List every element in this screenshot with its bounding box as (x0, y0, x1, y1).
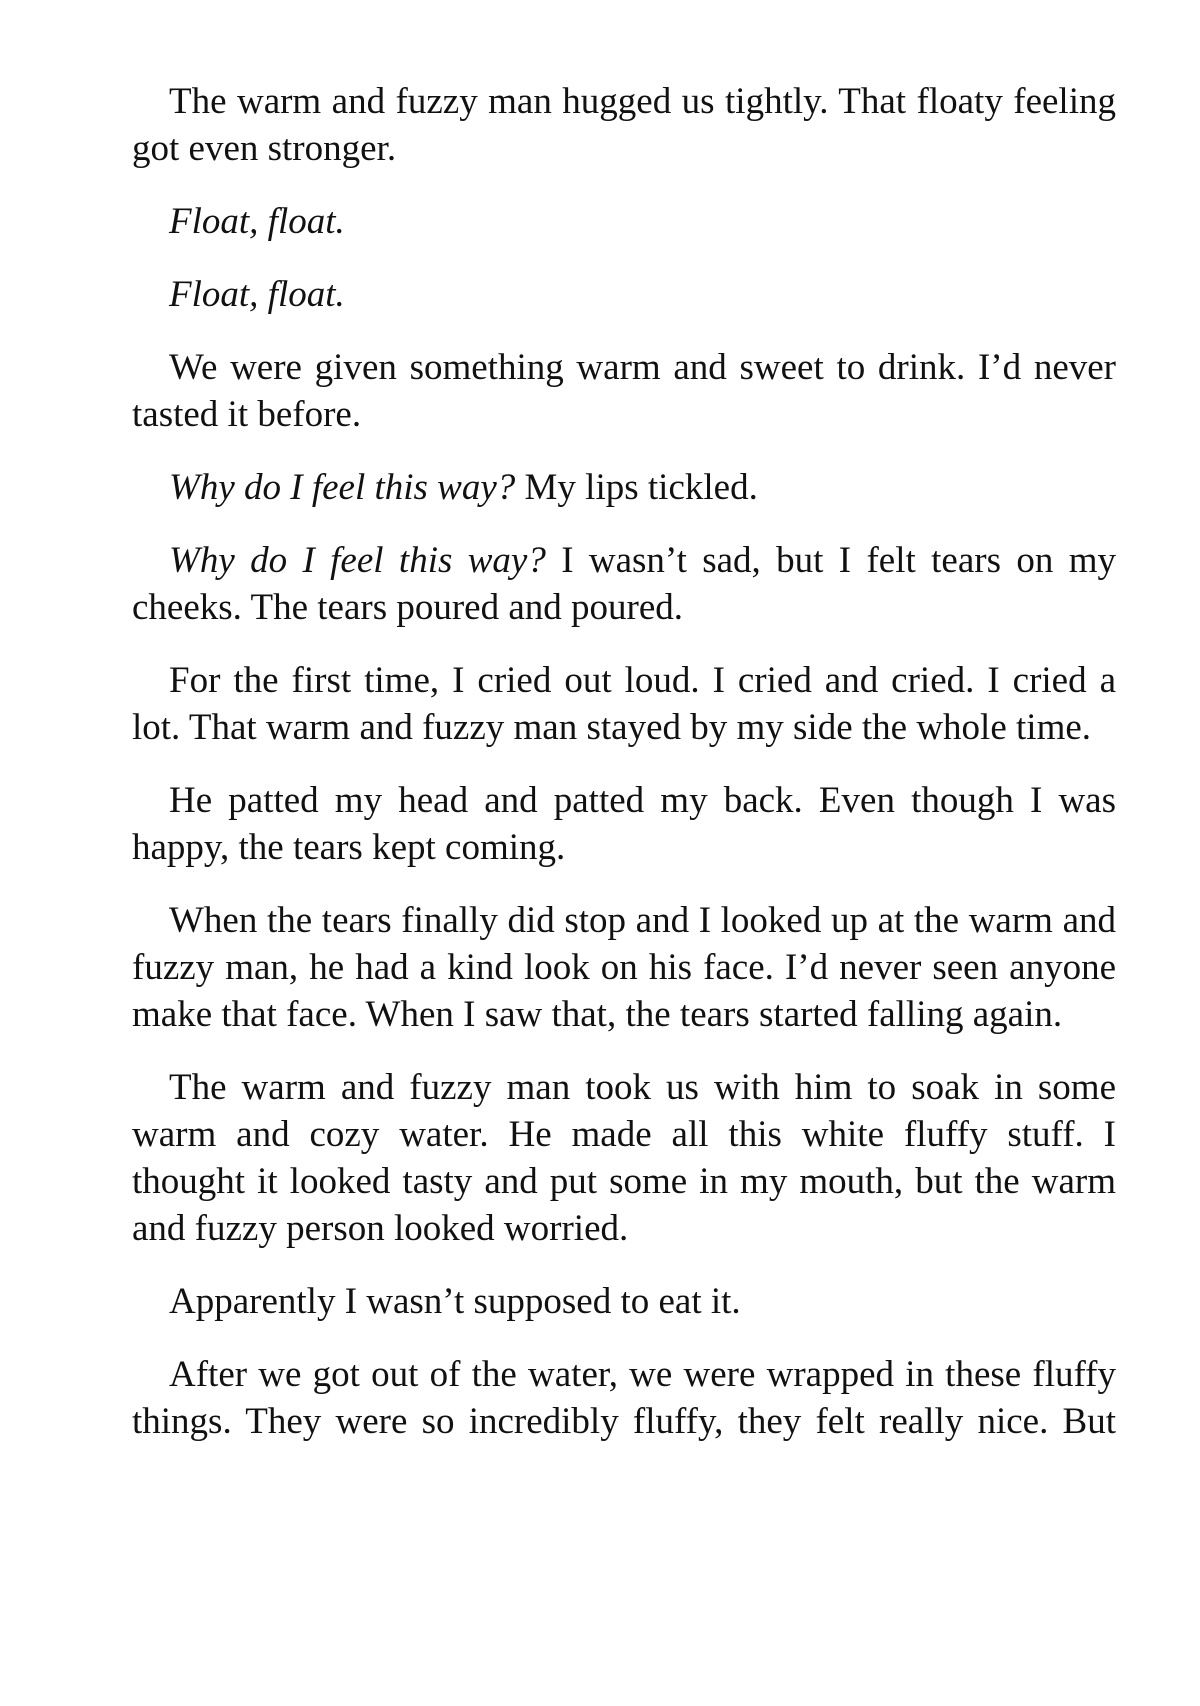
paragraph-7 (132, 657, 1116, 751)
paragraph-text: After we got out of the water, we were wrapped in these fluffy things. They were so incredibly fluffy, they felt really nice. But (132, 1354, 1116, 1442)
paragraph-12 (132, 1351, 1116, 1445)
paragraph-9 (132, 897, 1116, 1038)
paragraph-text: Apparently I wasn’t supposed to eat it. (169, 1281, 741, 1322)
paragraph-8 (132, 777, 1116, 871)
book-page (132, 78, 1116, 1471)
paragraph-text: When the tears finally did stop and I looked up at the warm and fuzzy man, he had a kind look on his face. I’d never seen anyone make that face. When I saw that, the tears started falling again. (132, 900, 1116, 1035)
paragraph-text: My lips tickled. (515, 467, 758, 508)
italic-thought: Float, float. (169, 201, 345, 242)
paragraph-5 (132, 464, 1116, 511)
paragraph-text: The warm and fuzzy man took us with him to soak in some warm and cozy water. He made all this white fluffy stuff. I thought it looked tasty and put some in my mouth, but the warm and fuzzy person looked worried. (132, 1067, 1116, 1249)
italic-thought: Float, float. (169, 274, 345, 315)
paragraph-6 (132, 537, 1116, 631)
paragraph-text: I wasn’t sad, but I felt tears on my cheeks. The tears poured and poured. (132, 540, 1116, 628)
paragraph-2 (132, 198, 1116, 245)
paragraph-11 (132, 1278, 1116, 1325)
paragraph-4 (132, 344, 1116, 438)
italic-thought: Why do I feel this way? (169, 467, 516, 508)
paragraph-text: The warm and fuzzy man hugged us tightly. That floaty feeling got even stronger. (132, 81, 1116, 169)
paragraph-text: We were given something warm and sweet to drink. I’d never tasted it before. (132, 347, 1116, 435)
paragraph-10 (132, 1064, 1116, 1252)
paragraph-text: For the first time, I cried out loud. I cried and cried. I cried a lot. That warm and fuzzy man stayed by my side the whole time. (132, 660, 1116, 748)
paragraph-text: He patted my head and patted my back. Even though I was happy, the tears kept coming. (132, 780, 1116, 868)
paragraph-1 (132, 78, 1116, 172)
italic-thought: Why do I feel this way? (169, 540, 546, 581)
paragraph-3 (132, 271, 1116, 318)
